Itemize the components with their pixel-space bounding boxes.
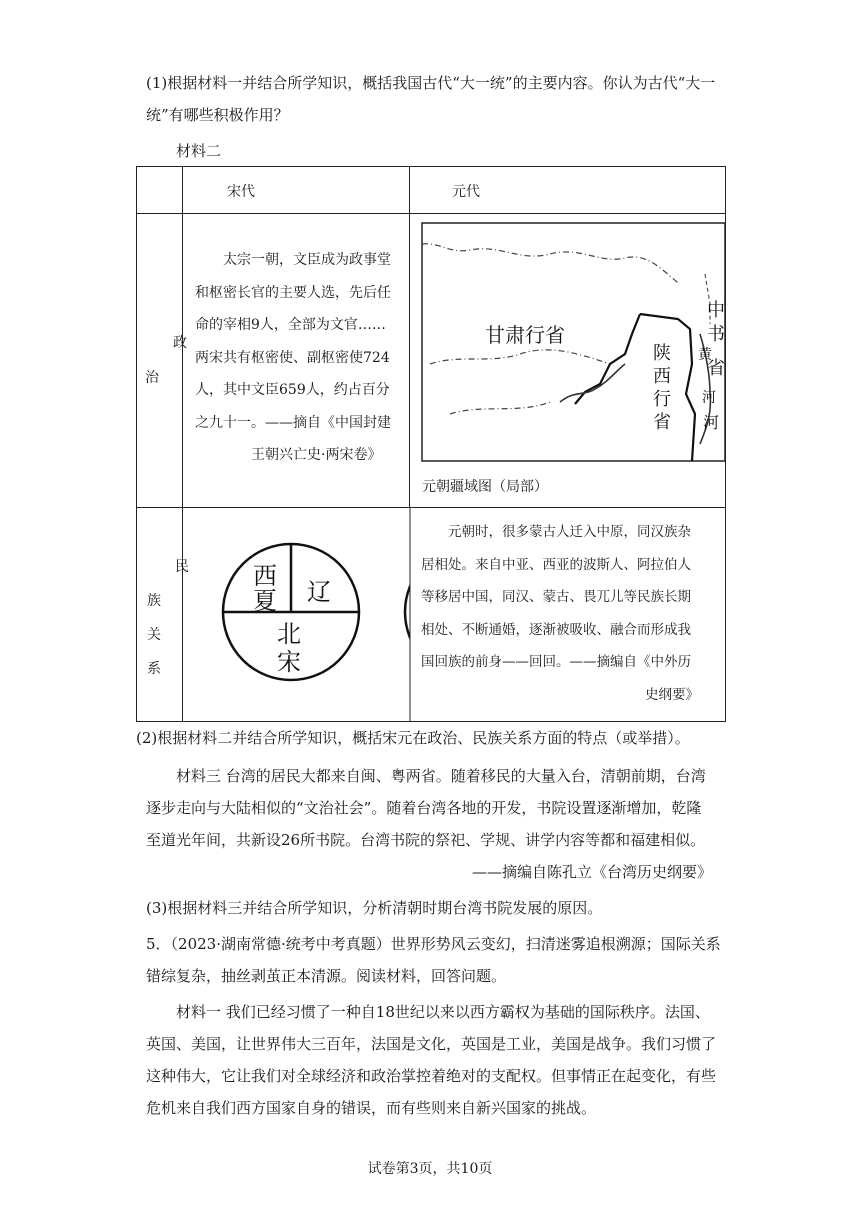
label-he2: 河 bbox=[703, 413, 720, 432]
header-yuan: 元代 bbox=[452, 184, 480, 200]
material1-line2: 英国、美国，让世界伟大三百年，法国是文化，英国是工业，美国是战争。我们习惯了 bbox=[146, 1035, 717, 1053]
page-footer: 试卷第3页，共10页 bbox=[367, 1161, 493, 1177]
q3: (3)根据材料三并结合所学知识，分析清朝时期台湾书院发展的原因。 bbox=[146, 899, 603, 917]
label-shaanxi-2: 西 bbox=[653, 366, 671, 387]
yuan-ethnic-line: 居相处。来自中亚、西亚的波斯人、阿拉伯人 bbox=[421, 556, 691, 573]
label-shaanxi-1: 陕 bbox=[653, 343, 671, 364]
yuan-ethnic-line: 相处、不断通婚，逐渐被吸收、融合而形成我 bbox=[421, 621, 691, 638]
song-politics-line: 王朝兴亡史·两宋卷》 bbox=[251, 447, 382, 463]
song-politics-line: 和枢密长官的主要人选，先后任 bbox=[195, 284, 391, 301]
yuan-ethnic-text bbox=[421, 516, 699, 711]
label-gansu: 甘肃行省 bbox=[485, 323, 565, 347]
row2-label-min: 民 bbox=[175, 559, 189, 575]
label-zhong: 中 bbox=[707, 300, 725, 321]
row2-label-guan: 关 bbox=[147, 627, 161, 643]
row2-label-xi: 系 bbox=[147, 661, 161, 677]
song-politics-cell bbox=[183, 214, 409, 507]
row2-label-zu: 族 bbox=[147, 593, 161, 609]
row1-label-zhi: 治 bbox=[145, 370, 159, 386]
yuan-ethnic-line: 史纲要》 bbox=[645, 686, 699, 703]
q1-line1: (1)根据材料一并结合所学知识，概括我国古代“大一统”的主要内容。你认为古代“大一 bbox=[146, 74, 716, 92]
material1-line4: 危机来自我们西方国家自身的错误，而有些则来自新兴国家的挑战。 bbox=[146, 1099, 597, 1117]
label-shaanxi-4: 省 bbox=[653, 412, 671, 433]
material3-line1: 材料三 台湾的居民大都来自闽、粤两省。随着移民的大量入台，清朝前期，台湾 bbox=[176, 767, 706, 785]
map-caption: 元朝疆域图（局部） bbox=[422, 479, 548, 495]
q1-line2: 统”有哪些积极作用？ bbox=[146, 106, 289, 124]
q2: (2)根据材料二并结合所学知识，概括宋元在政治、民族关系方面的特点（或举措）。 bbox=[136, 729, 690, 747]
label-he: 河 bbox=[702, 390, 716, 406]
material3-line2: 逐步走向与大陆相似的“文治社会”。随着台湾各地的开发，书院设置逐渐增加，乾隆 bbox=[146, 799, 702, 817]
song-politics-text bbox=[195, 244, 391, 472]
material3-source: ——摘编自陈孔立《台湾历史纲要》 bbox=[471, 863, 712, 881]
material1-line1: 材料一 我们已经习惯了一种自18世纪以来以西方霸权为基础的国际秩序。法国、 bbox=[176, 1003, 710, 1021]
material1-line3: 这种伟大，它让我们对全球经济和政治掌控着绝对的支配权。但事情正在起变化，有些 bbox=[146, 1067, 717, 1085]
material3-line3: 至道光年间，共新设26所书院。台湾书院的祭祀、学规、讲学内容等都和福建相似。 bbox=[146, 831, 706, 849]
yuan-map bbox=[410, 214, 725, 507]
song-politics-line: 之九十一。——摘自《中国封建 bbox=[195, 414, 391, 431]
label-huang: 黄 bbox=[698, 347, 712, 363]
yuan-ethnic-line: 等移居中国，同汉、蒙古、畏兀儿等民族长期 bbox=[421, 589, 691, 605]
song-politics-line: 人，其中文臣659人，约占百分 bbox=[195, 382, 390, 398]
circle-xia: 夏 bbox=[253, 587, 277, 615]
song-politics-line: 两宋共有枢密使、副枢密使724 bbox=[195, 349, 390, 366]
yuan-ethnic-line: 国回族的前身——回回。——摘编自《中外历 bbox=[421, 654, 691, 670]
song-politics-line: 太宗一朝，文臣成为政事堂 bbox=[223, 252, 391, 268]
circle-song: 宋 bbox=[277, 648, 301, 676]
material2-table bbox=[136, 166, 726, 722]
q5-line2: 错综复杂，抽丝剥茧正本清源。阅读材料，回答问题。 bbox=[146, 967, 507, 985]
label-shu: 书 bbox=[707, 324, 725, 345]
yuan-map-cell bbox=[410, 214, 725, 507]
row1-label-zheng: 政 bbox=[173, 335, 187, 351]
circle-xi: 西 bbox=[253, 562, 277, 590]
material2-label: 材料二 bbox=[176, 142, 222, 160]
label-sheng: 省 bbox=[707, 358, 725, 379]
header-song: 宋代 bbox=[227, 184, 255, 200]
song-politics-line: 命的宰相9人，全部为文官…… bbox=[195, 317, 386, 333]
q5-line1: 5．（2023·湖南常德·统考中考真题）世界形势风云变幻，扫清迷雾追根溯源；国际关系 bbox=[146, 935, 721, 953]
circle-liao: 辽 bbox=[307, 578, 331, 606]
label-shaanxi-3: 行 bbox=[653, 389, 671, 410]
yuan-ethnic-line: 元朝时，很多蒙古人迁入中原，同汉族杂 bbox=[448, 524, 691, 540]
circle-bei: 北 bbox=[277, 620, 301, 648]
